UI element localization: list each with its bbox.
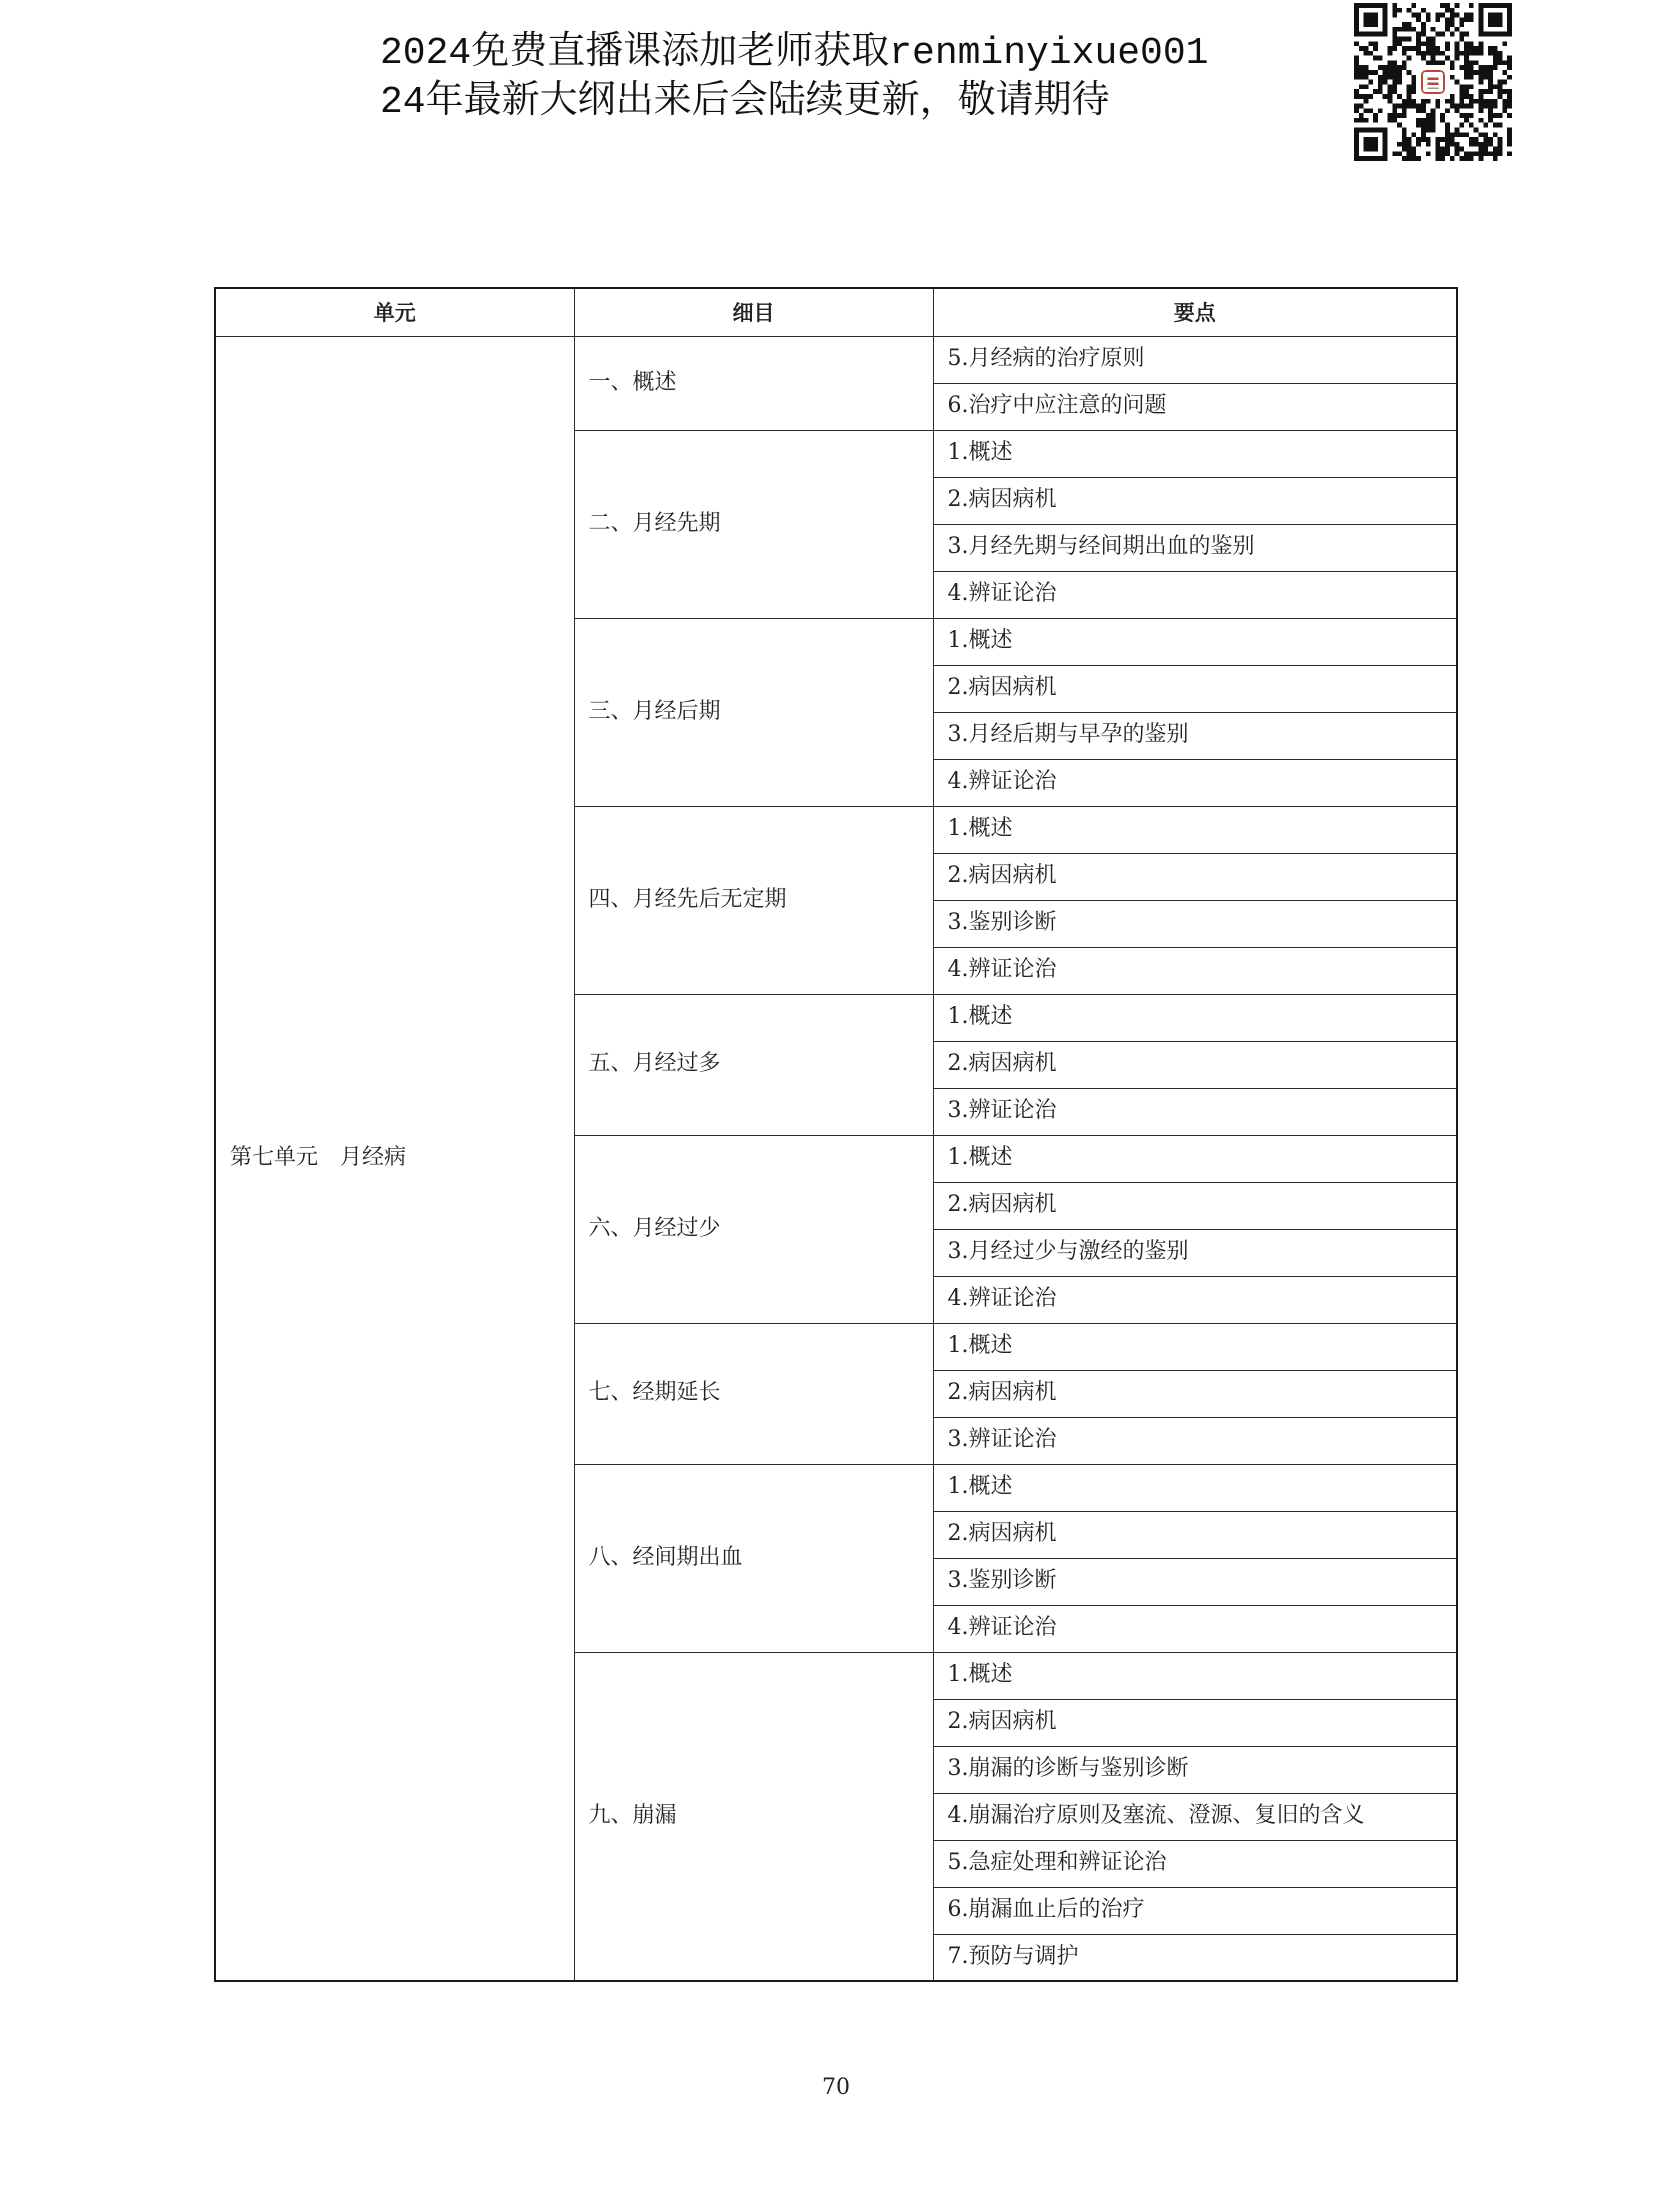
header-points: 要点	[933, 288, 1457, 336]
qr-code	[1354, 3, 1512, 161]
point-item: 4.辨证论治	[933, 571, 1457, 618]
point-item: 2.病因病机	[933, 1182, 1457, 1229]
point-item: 2.病因病机	[933, 1511, 1457, 1558]
point-item: 6.崩漏血止后的治疗	[933, 1887, 1457, 1934]
table-header-row	[215, 288, 1457, 336]
header-unit: 单元	[215, 288, 574, 336]
point-item: 1.概述	[933, 994, 1457, 1041]
point-item: 1.概述	[933, 806, 1457, 853]
header-detail: 细目	[574, 288, 933, 336]
section-title: 三、月经后期	[574, 618, 933, 806]
point-item: 4.辨证论治	[933, 1276, 1457, 1323]
point-item: 4.辨证论治	[933, 947, 1457, 994]
section-title: 八、经间期出血	[574, 1464, 933, 1652]
point-item: 3.月经后期与早孕的鉴别	[933, 712, 1457, 759]
point-item: 5.急症处理和辨证论治	[933, 1840, 1457, 1887]
point-item: 3.月经先期与经间期出血的鉴别	[933, 524, 1457, 571]
point-item: 4.辨证论治	[933, 759, 1457, 806]
point-item: 1.概述	[933, 1135, 1457, 1182]
point-item: 3.辨证论治	[933, 1417, 1457, 1464]
point-item: 1.概述	[933, 1652, 1457, 1699]
section-title: 四、月经先后无定期	[574, 806, 933, 994]
syllabus-table	[214, 287, 1458, 1982]
point-item: 1.概述	[933, 1464, 1457, 1511]
page-number: 70	[822, 2075, 850, 2100]
point-item: 2.病因病机	[933, 477, 1457, 524]
section-title: 五、月经过多	[574, 994, 933, 1135]
point-item: 1.概述	[933, 1323, 1457, 1370]
point-item: 2.病因病机	[933, 1370, 1457, 1417]
point-item: 3.辨证论治	[933, 1088, 1457, 1135]
promo-header	[380, 29, 1208, 127]
point-item: 1.概述	[933, 618, 1457, 665]
point-item: 3.月经过少与激经的鉴别	[933, 1229, 1457, 1276]
point-item: 2.病因病机	[933, 1699, 1457, 1746]
table-row	[215, 336, 1457, 383]
point-item: 2.病因病机	[933, 1041, 1457, 1088]
point-item: 7.预防与调护	[933, 1934, 1457, 1981]
point-item: 3.鉴别诊断	[933, 900, 1457, 947]
point-item: 3.崩漏的诊断与鉴别诊断	[933, 1746, 1457, 1793]
promo-line-2: 24年最新大纲出来后会陆续更新，敬请期待	[380, 81, 1110, 124]
promo-line-1: 2024免费直播课添加老师获取renminyixue001	[380, 32, 1209, 75]
section-title: 六、月经过少	[574, 1135, 933, 1323]
point-item: 2.病因病机	[933, 853, 1457, 900]
unit-cell: 第七单元 月经病	[215, 336, 574, 1981]
section-title: 七、经期延长	[574, 1323, 933, 1464]
point-item: 1.概述	[933, 430, 1457, 477]
section-title: 九、崩漏	[574, 1652, 933, 1981]
point-item: 2.病因病机	[933, 665, 1457, 712]
point-item: 5.月经病的治疗原则	[933, 336, 1457, 383]
point-item: 6.治疗中应注意的问题	[933, 383, 1457, 430]
point-item: 4.崩漏治疗原则及塞流、澄源、复旧的含义	[933, 1793, 1457, 1840]
point-item: 4.辨证论治	[933, 1605, 1457, 1652]
section-title: 一、概述	[574, 336, 933, 430]
section-title: 二、月经先期	[574, 430, 933, 618]
point-item: 3.鉴别诊断	[933, 1558, 1457, 1605]
